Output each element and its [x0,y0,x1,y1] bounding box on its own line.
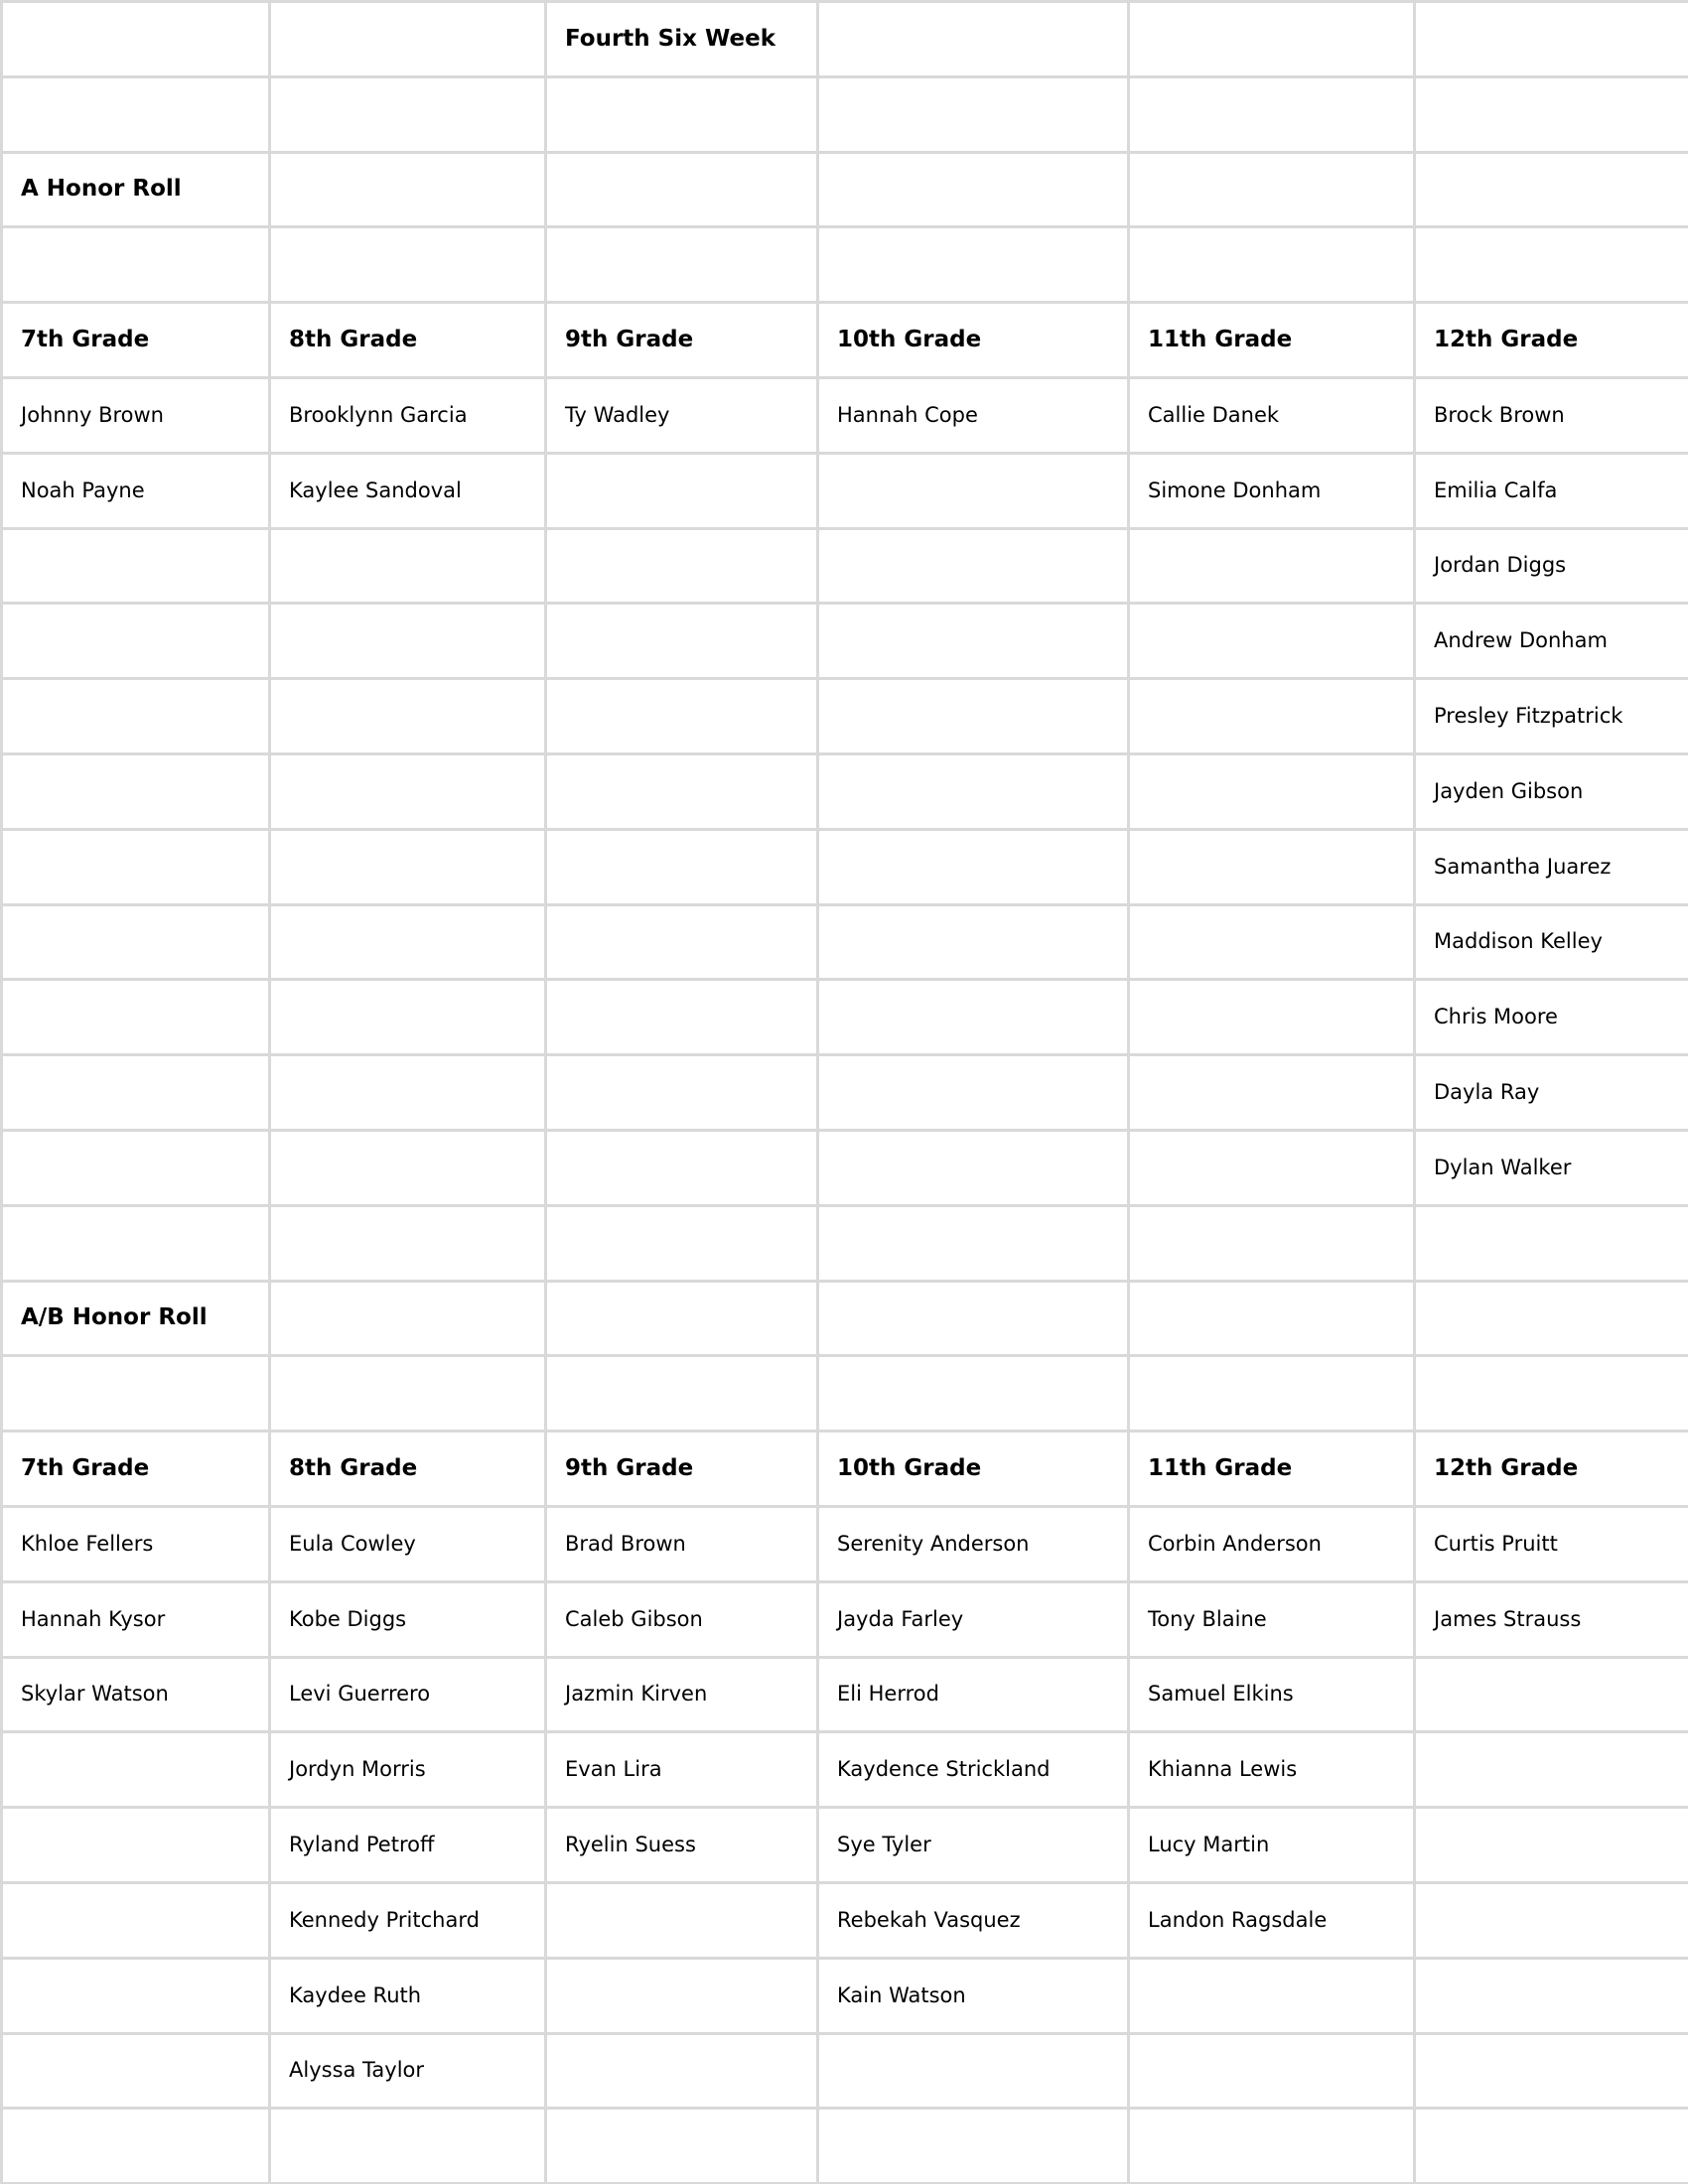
sheet-row [2,528,1688,604]
empty-cell[interactable] [546,1281,818,1356]
empty-cell[interactable] [1129,227,1415,303]
grade-header-cell[interactable]: 11th Grade [1129,1432,1415,1507]
grade-header-cell[interactable]: 9th Grade [546,303,818,378]
sheet-row [2,1657,1688,1732]
empty-cell[interactable] [2,1055,270,1131]
student-cell[interactable]: Andrew Donham [1415,604,1688,679]
empty-cell[interactable] [1415,2033,1688,2109]
empty-cell[interactable] [2,528,270,604]
empty-cell[interactable] [818,980,1129,1055]
empty-cell[interactable] [818,453,1129,528]
grade-header-cell[interactable]: 12th Grade [1415,303,1688,378]
empty-cell[interactable] [1415,1732,1688,1808]
student-cell[interactable]: Ryelin Suess [546,1808,818,1883]
student-cell[interactable]: Jayden Gibson [1415,753,1688,829]
empty-cell[interactable] [1415,1882,1688,1958]
empty-cell[interactable] [270,829,546,904]
empty-cell[interactable] [546,679,818,754]
section-title-cell[interactable]: A Honor Roll [2,152,270,227]
student-cell[interactable]: Simone Donham [1129,453,1415,528]
student-cell[interactable]: Sye Tyler [818,1808,1129,1883]
empty-cell[interactable] [1129,980,1415,1055]
empty-cell[interactable] [270,528,546,604]
empty-cell[interactable] [818,1205,1129,1281]
empty-cell[interactable] [1415,1205,1688,1281]
empty-cell[interactable] [818,604,1129,679]
empty-cell[interactable] [818,753,1129,829]
empty-cell[interactable] [2,679,270,754]
empty-cell[interactable] [818,2109,1129,2184]
empty-cell[interactable] [2,1808,270,1883]
section-title-cell[interactable]: A/B Honor Roll [2,1281,270,1356]
empty-cell[interactable] [270,2109,546,2184]
sheet-row [2,227,1688,303]
sheet-row [2,904,1688,980]
empty-cell[interactable] [546,604,818,679]
student-cell[interactable]: Eli Herrod [818,1657,1129,1732]
empty-cell[interactable] [2,1958,270,2033]
sheet-row [2,76,1688,152]
sheet-row [2,1130,1688,1205]
empty-cell[interactable] [1129,2109,1415,2184]
sheet-row [2,1356,1688,1432]
empty-cell[interactable] [1415,1958,1688,2033]
sheet-row [2,1882,1688,1958]
empty-cell[interactable] [1129,753,1415,829]
empty-cell[interactable] [1415,152,1688,227]
empty-cell[interactable] [270,152,546,227]
sheet-body [2,2,1688,2184]
student-cell[interactable]: Hannah Cope [818,377,1129,453]
student-cell[interactable]: Emilia Calfa [1415,453,1688,528]
grade-header-cell[interactable]: 7th Grade [2,303,270,378]
empty-cell[interactable] [2,227,270,303]
empty-cell[interactable] [546,152,818,227]
empty-cell[interactable] [1129,1130,1415,1205]
empty-cell[interactable] [1415,2,1688,77]
student-cell[interactable]: Samuel Elkins [1129,1657,1415,1732]
empty-cell[interactable] [1129,2033,1415,2109]
empty-cell[interactable] [1129,1055,1415,1131]
sheet-row [2,1958,1688,2033]
empty-cell[interactable] [818,227,1129,303]
student-cell[interactable]: Brock Brown [1415,377,1688,453]
empty-cell[interactable] [546,76,818,152]
grade-header-cell[interactable]: 8th Grade [270,303,546,378]
empty-cell[interactable] [1129,679,1415,754]
empty-cell[interactable] [2,1130,270,1205]
empty-cell[interactable] [2,1732,270,1808]
empty-cell[interactable] [546,980,818,1055]
empty-cell[interactable] [818,528,1129,604]
grade-header-cell[interactable]: 8th Grade [270,1432,546,1507]
student-cell[interactable]: Maddison Kelley [1415,904,1688,980]
empty-cell[interactable] [546,904,818,980]
empty-cell[interactable] [270,76,546,152]
empty-cell[interactable] [546,1882,818,1958]
empty-cell[interactable] [270,1205,546,1281]
student-cell[interactable]: Callie Danek [1129,377,1415,453]
student-cell[interactable]: Jordan Diggs [1415,528,1688,604]
student-cell[interactable]: Levi Guerrero [270,1657,546,1732]
period-title-cell[interactable]: Fourth Six Week [546,2,818,77]
empty-cell[interactable] [546,528,818,604]
sheet-row [2,453,1688,528]
empty-cell[interactable] [1129,829,1415,904]
sheet-row [2,1055,1688,1131]
student-cell[interactable]: Rebekah Vasquez [818,1882,1129,1958]
student-cell[interactable]: Dylan Walker [1415,1130,1688,1205]
empty-cell[interactable] [546,1356,818,1432]
grade-header-cell[interactable]: 10th Grade [818,303,1129,378]
sheet-row [2,1432,1688,1507]
student-cell[interactable]: Jordyn Morris [270,1732,546,1808]
sheet-row [2,829,1688,904]
empty-cell[interactable] [270,1130,546,1205]
grade-header-cell[interactable]: 12th Grade [1415,1432,1688,1507]
student-cell[interactable]: Kennedy Pritchard [270,1882,546,1958]
student-cell[interactable]: Samantha Juarez [1415,829,1688,904]
empty-cell[interactable] [1129,2,1415,77]
sheet-row [2,2109,1688,2184]
empty-cell[interactable] [1129,76,1415,152]
empty-cell[interactable] [270,604,546,679]
student-cell[interactable]: Jayda Farley [818,1581,1129,1657]
empty-cell[interactable] [270,1281,546,1356]
sheet-row [2,1205,1688,1281]
sheet-row [2,1732,1688,1808]
empty-cell[interactable] [818,152,1129,227]
sheet-row [2,980,1688,1055]
student-cell[interactable]: Kain Watson [818,1958,1129,2033]
student-cell[interactable]: Eula Cowley [270,1506,546,1581]
student-cell[interactable]: Jazmin Kirven [546,1657,818,1732]
empty-cell[interactable] [1129,1958,1415,2033]
sheet-row [2,604,1688,679]
empty-cell[interactable] [2,980,270,1055]
empty-cell[interactable] [2,604,270,679]
empty-cell[interactable] [546,227,818,303]
empty-cell[interactable] [818,679,1129,754]
empty-cell[interactable] [270,1055,546,1131]
empty-cell[interactable] [546,2109,818,2184]
empty-cell[interactable] [1129,1356,1415,1432]
empty-cell[interactable] [2,76,270,152]
student-cell[interactable]: Johnny Brown [2,377,270,453]
empty-cell[interactable] [1129,904,1415,980]
student-cell[interactable]: Skylar Watson [2,1657,270,1732]
student-cell[interactable]: Brooklynn Garcia [270,377,546,453]
student-cell[interactable]: Noah Payne [2,453,270,528]
empty-cell[interactable] [546,1205,818,1281]
empty-cell[interactable] [818,1130,1129,1205]
student-cell[interactable]: Kobe Diggs [270,1581,546,1657]
student-cell[interactable]: Ryland Petroff [270,1808,546,1883]
empty-cell[interactable] [2,753,270,829]
empty-cell[interactable] [546,453,818,528]
grade-header-cell[interactable]: 9th Grade [546,1432,818,1507]
student-cell[interactable]: Ty Wadley [546,377,818,453]
empty-cell[interactable] [818,829,1129,904]
empty-cell[interactable] [1415,1657,1688,1732]
empty-cell[interactable] [1129,604,1415,679]
empty-cell[interactable] [546,1130,818,1205]
empty-cell[interactable] [1129,1205,1415,1281]
empty-cell[interactable] [2,2,270,77]
empty-cell[interactable] [2,2109,270,2184]
empty-cell[interactable] [1129,152,1415,227]
empty-cell[interactable] [1415,2109,1688,2184]
empty-cell[interactable] [818,1055,1129,1131]
empty-cell[interactable] [2,1882,270,1958]
empty-cell[interactable] [546,829,818,904]
student-cell[interactable]: Lucy Martin [1129,1808,1415,1883]
sheet-row [2,377,1688,453]
sheet-row [2,2033,1688,2109]
sheet-row [2,1281,1688,1356]
empty-cell[interactable] [1415,1281,1688,1356]
empty-cell[interactable] [818,2033,1129,2109]
student-cell[interactable]: Khianna Lewis [1129,1732,1415,1808]
empty-cell[interactable] [818,904,1129,980]
student-cell[interactable]: Alyssa Taylor [270,2033,546,2109]
empty-cell[interactable] [270,1356,546,1432]
sheet-row [2,1808,1688,1883]
empty-cell[interactable] [818,76,1129,152]
empty-cell[interactable] [2,1356,270,1432]
empty-cell[interactable] [2,904,270,980]
sheet-row [2,1506,1688,1581]
empty-cell[interactable] [1415,227,1688,303]
empty-cell[interactable] [270,679,546,754]
student-cell[interactable]: Chris Moore [1415,980,1688,1055]
student-cell[interactable]: Serenity Anderson [818,1506,1129,1581]
empty-cell[interactable] [546,1958,818,2033]
student-cell[interactable]: Tony Blaine [1129,1581,1415,1657]
student-cell[interactable]: Evan Lira [546,1732,818,1808]
empty-cell[interactable] [546,2033,818,2109]
empty-cell[interactable] [1129,1281,1415,1356]
empty-cell[interactable] [1415,1356,1688,1432]
student-cell[interactable]: Landon Ragsdale [1129,1882,1415,1958]
student-cell[interactable]: Kaydee Ruth [270,1958,546,2033]
student-cell[interactable]: Presley Fitzpatrick [1415,679,1688,754]
grade-header-cell[interactable]: 10th Grade [818,1432,1129,1507]
empty-cell[interactable] [1415,76,1688,152]
student-cell[interactable]: Corbin Anderson [1129,1506,1415,1581]
empty-cell[interactable] [2,829,270,904]
empty-cell[interactable] [1415,1808,1688,1883]
empty-cell[interactable] [1129,528,1415,604]
empty-cell[interactable] [818,2,1129,77]
empty-cell[interactable] [2,1205,270,1281]
empty-cell[interactable] [546,1055,818,1131]
empty-cell[interactable] [270,904,546,980]
grade-header-cell[interactable]: 11th Grade [1129,303,1415,378]
student-cell[interactable]: Kaydence Strickland [818,1732,1129,1808]
sheet-row [2,1581,1688,1657]
empty-cell[interactable] [270,980,546,1055]
empty-cell[interactable] [270,227,546,303]
student-cell[interactable]: Curtis Pruitt [1415,1506,1688,1581]
student-cell[interactable]: Dayla Ray [1415,1055,1688,1131]
student-cell[interactable]: Caleb Gibson [546,1581,818,1657]
empty-cell[interactable] [818,1356,1129,1432]
empty-cell[interactable] [270,2,546,77]
student-cell[interactable]: Brad Brown [546,1506,818,1581]
grade-header-cell[interactable]: 7th Grade [2,1432,270,1507]
empty-cell[interactable] [2,2033,270,2109]
student-cell[interactable]: Hannah Kysor [2,1581,270,1657]
student-cell[interactable]: Khloe Fellers [2,1506,270,1581]
student-cell[interactable]: James Strauss [1415,1581,1688,1657]
sheet-row [2,152,1688,227]
sheet-row [2,753,1688,829]
sheet-row [2,679,1688,754]
empty-cell[interactable] [818,1281,1129,1356]
empty-cell[interactable] [546,753,818,829]
sheet-row [2,2,1688,77]
empty-cell[interactable] [270,753,546,829]
student-cell[interactable]: Kaylee Sandoval [270,453,546,528]
sheet-row [2,303,1688,378]
